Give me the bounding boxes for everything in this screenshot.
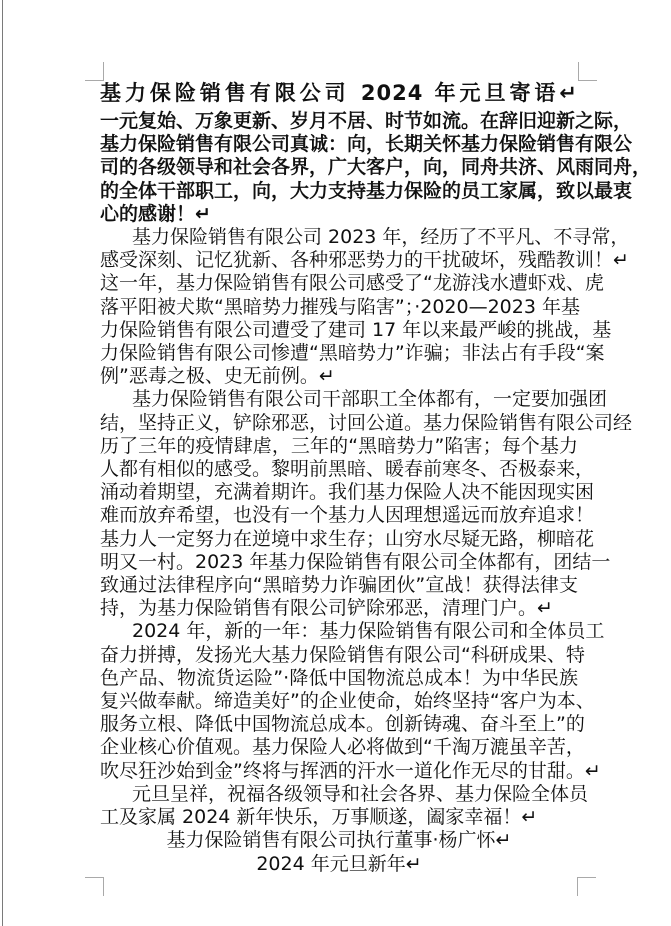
text-line: 感受深刻、记忆犹新、各种邪恶势力的干扰破坏，残酷教训！↵ — [100, 249, 629, 272]
text-line: 色产品、物流货运险”·降低中国物流总成本！为中华民族 — [100, 666, 578, 689]
text-line: 难而放弃希望，也没有一个基力人因理想遥远而放弃追求！ — [100, 504, 595, 527]
text-line: 2024 年，新的一年：基力保险销售有限公司和全体员工 — [132, 620, 605, 643]
text-line: 力保险销售有限公司惨遭“黑暗势力”诈骗；非法占有手段“案 — [100, 342, 605, 365]
text-line: 的全体干部职工，向，大力支持基力保险的员工家属，致以最衷 — [100, 179, 633, 202]
margin-crop-mark-top-right — [578, 62, 597, 81]
paragraph-2024-outlook — [100, 620, 605, 782]
text-line: 一元复始、万象更新、岁月不居、时节如流。在辞旧迎新之际， — [100, 110, 633, 132]
paragraph-staff-unity — [100, 388, 633, 620]
text-line: 心的感谢！↵ — [100, 202, 211, 225]
text-line: 复兴做奉献。缔造美好”的企业使命，始终坚持“客户为本、 — [100, 690, 595, 713]
paragraph-this-year — [100, 272, 612, 388]
text-line: 基力保险销售有限公司真诚：向，长期关怀基力保险销售有限公 — [100, 133, 633, 156]
margin-crop-mark-bottom-right — [577, 877, 596, 896]
text-line: 奋力拼搏，发扬光大基力保险销售有限公司“科研成果、特 — [100, 643, 585, 666]
text-line: 历了三年的疫情肆虐，三年的“黑暗势力”陷害；每个基力 — [100, 434, 578, 457]
paragraph-2023-review — [100, 226, 630, 272]
text-line: 元旦呈祥，祝福各级领导和社会各界、基力保险全体员 — [132, 782, 589, 805]
text-line: 司的各级领导和社会各界，广大客户，向，同舟共济、风雨同舟， — [100, 156, 652, 179]
text-line: 落平阳被犬欺“黑暗势力摧残与陷害”；·2020—2023 年基 — [100, 295, 580, 318]
text-line: 持，为基力保险销售有限公司铲除邪恶，清理门户。↵ — [100, 597, 553, 620]
text-line: 力保险销售有限公司遭受了建司 17 年以来最严峻的挑战，基 — [100, 318, 612, 341]
page-edge-line — [2, 0, 3, 926]
text-line: 基力保险销售有限公司干部职工全体都有，一定要加强团 — [132, 388, 608, 411]
paragraph-new-year-wishes — [100, 782, 589, 829]
text-line: 基力人一定努力在逆境中求生存；山穷水尽疑无路，柳暗花 — [100, 527, 595, 550]
text-line: 这一年，基力保险销售有限公司感受了“龙游浅水遭虾戏、虎 — [100, 272, 604, 295]
document-title: 基力保险销售有限公司 2024 年元旦寄语↵ — [100, 81, 578, 105]
text-line: 企业核心价值观。基力保险人必将做到“千淘万漉虽辛苦， — [100, 736, 585, 759]
date-line: 2024 年元旦新年↵ — [256, 852, 422, 875]
text-line: 结，坚持正义，铲除邪恶，讨回公道。基力保险销售有限公司经 — [100, 411, 633, 434]
margin-crop-mark-bottom-left — [85, 877, 104, 896]
text-line: 服务立根、降低中国物流总成本。创新铸魂、奋斗至上”的 — [100, 713, 585, 736]
text-line: 例”恶毒之极、史无前例。↵ — [100, 365, 335, 388]
text-line: 吹尽狂沙始到金”终将与挥洒的汗水一道化作无尽的甘甜。↵ — [100, 759, 601, 782]
text-line: 致通过法律程序向“黑暗势力诈骗团伙”宣战！获得法律支 — [100, 574, 578, 597]
text-line: 涌动着期望，充满着期许。我们基力保险人决不能因现实困 — [100, 481, 595, 504]
signature-line: 基力保险销售有限公司执行董事·杨广怀↵ — [166, 829, 512, 852]
text-line: 人都有相似的感受。黎明前黑暗、暖春前寒冬、否极泰来， — [100, 458, 595, 481]
paragraph-greeting-intro — [100, 110, 652, 226]
text-line: 基力保险销售有限公司 2023 年，经历了不平凡、不寻常， — [132, 226, 630, 249]
document-text-area[interactable] — [100, 78, 652, 876]
text-line: 明又一村。2023 年基力保险销售有限公司全体都有，团结一 — [100, 550, 611, 573]
text-line: 工及家属 2024 新年快乐，万事顺遂，阖家幸福！↵ — [100, 806, 538, 829]
